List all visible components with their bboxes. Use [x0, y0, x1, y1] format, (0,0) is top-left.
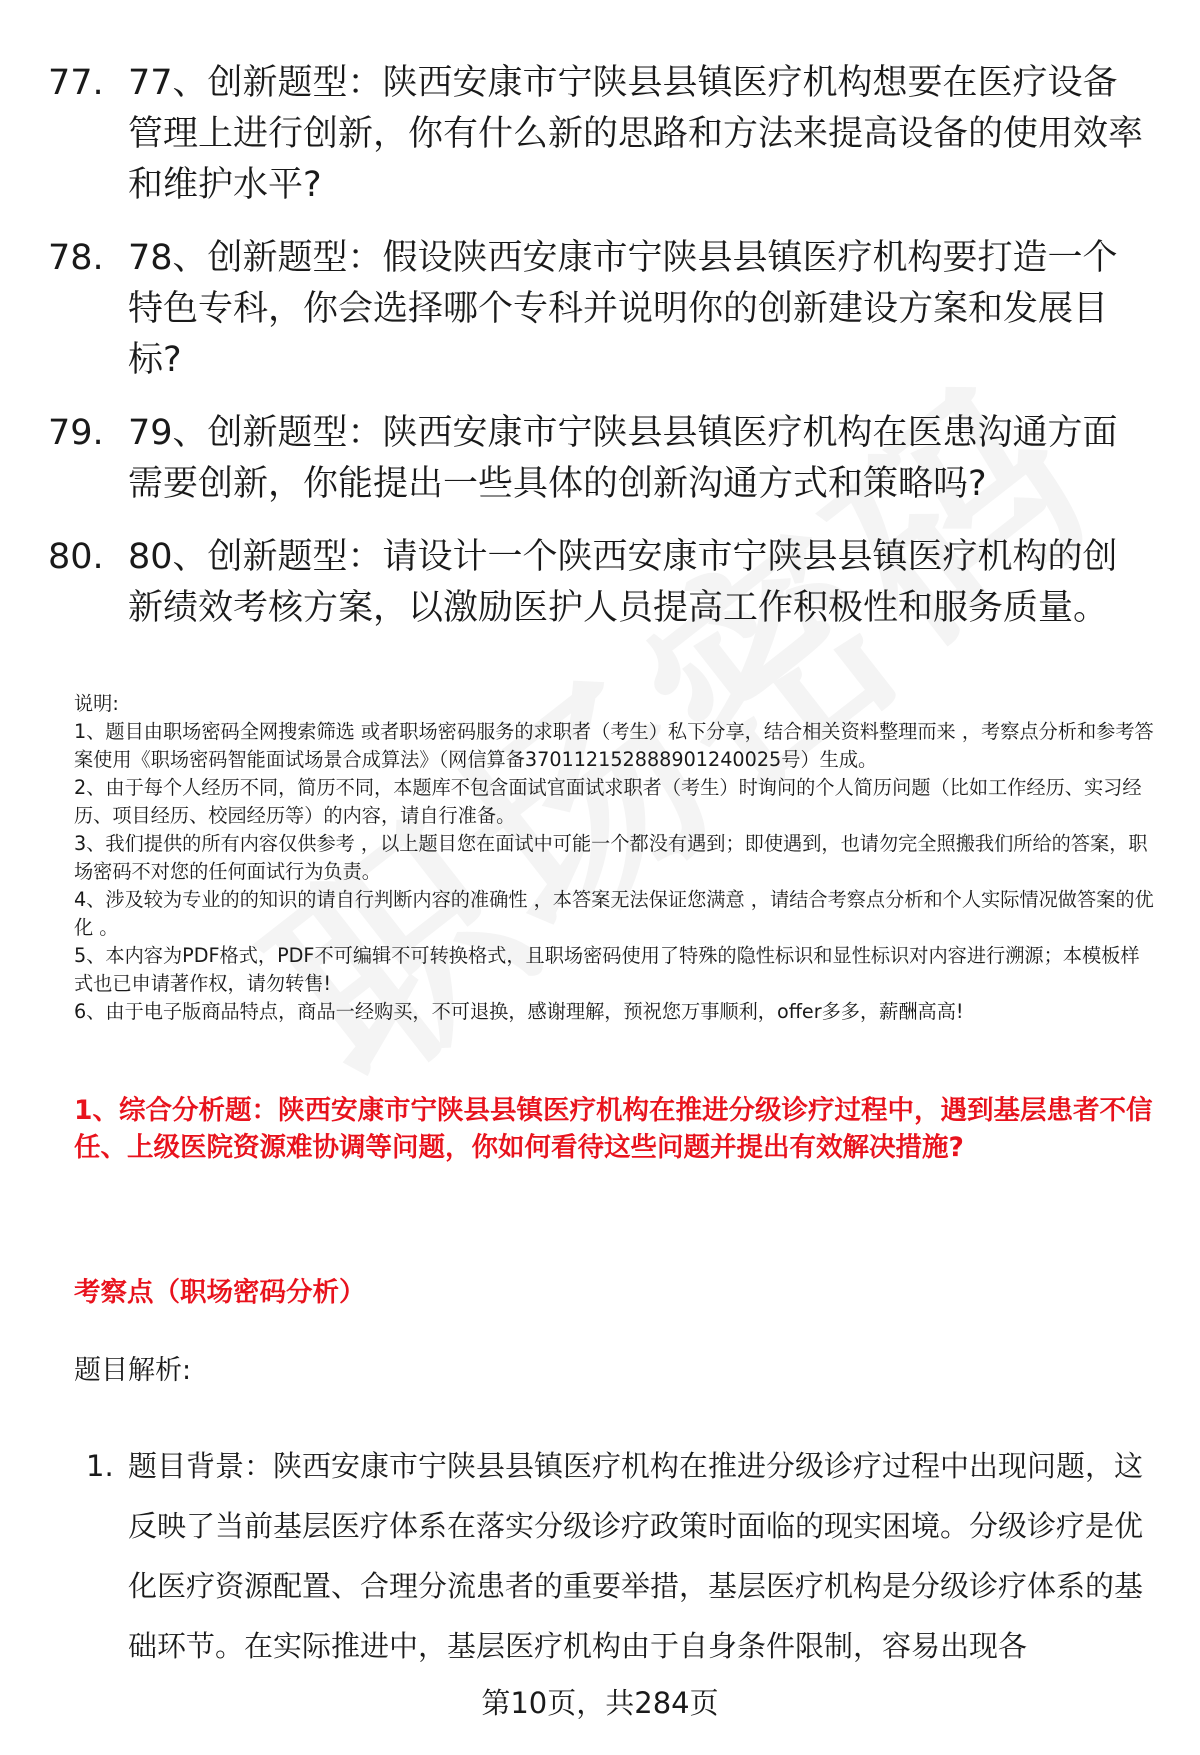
question-item: [48, 233, 1158, 386]
note-item: 5、本内容为PDF格式，PDF不可编辑不可转换格式，且职场密码使用了特殊的隐性标识和显性标识对内容进行溯源；本模板样式也已申请著作权，请勿转售!: [74, 944, 1140, 995]
section-subtitle: 考察点（职场密码分析）: [74, 1277, 366, 1308]
analysis-number: 1.: [86, 1449, 114, 1483]
question-item: [48, 58, 1158, 211]
page-footer: 第10页，共284页: [481, 1686, 719, 1720]
question-item: [48, 532, 1158, 634]
question-number: 77.: [48, 63, 104, 103]
question-number: 78.: [48, 238, 104, 278]
section-title: 1、综合分析题：陕西安康市宁陕县县镇医疗机构在推进分级诊疗过程中，遇到基层患者不信任、上级医院资源难协调等问题，你如何看待这些问题并提出有效解决措施?: [74, 1095, 1153, 1163]
note-item: 2、由于每个人经历不同，简历不同，本题库不包含面试官面试求职者（考生）时询问的个人简历问题（比如工作经历、实习经历、项目经历、校园经历等）的内容，请自行准备。: [74, 776, 1142, 827]
note-item: 3、我们提供的所有内容仅供参考 ，以上题目您在面试中可能一个都没有遇到；即使遇到，也请勿完全照搬我们所给的答案，职场密码不对您的任何面试行为负责。: [74, 832, 1148, 883]
question-number: 79.: [48, 413, 104, 453]
notes-heading: 说明:: [74, 692, 119, 715]
question-item: [48, 408, 1158, 510]
note-item: 1、题目由职场密码全网搜索筛选 或者职场密码服务的求职者（考生）私下分享，结合相关资料整理而来 ，考察点分析和参考答案使用《职场密码智能面试场景合成算法》（网信算备370112152888901240025号）生成。: [74, 720, 1154, 771]
analysis-label: 题目解析:: [74, 1355, 192, 1386]
question-text: 79、创新题型：陕西安康市宁陕县县镇医疗机构在医患沟通方面需要创新，你能提出一些具体的创新沟通方式和策略吗?: [128, 413, 1118, 504]
analysis-text: 题目背景：陕西安康市宁陕县县镇医疗机构在推进分级诊疗过程中出现问题，这反映了当前基层医疗体系在落实分级诊疗政策时面临的现实困境。分级诊疗是优化医疗资源配置、合理分流患者的重要举措，基层医疗机构是分级诊疗体系的基础环节。在实际推进中，基层医疗机构由于自身条件限制，容易出现各: [128, 1449, 1144, 1663]
question-text: 78、创新题型：假设陕西安康市宁陕县县镇医疗机构要打造一个特色专科，你会选择哪个专科并说明你的创新建设方案和发展目标?: [128, 238, 1118, 380]
notes-block: [74, 690, 1158, 1026]
question-number: 80.: [48, 537, 104, 577]
question-text: 80、创新题型：请设计一个陕西安康市宁陕县县镇医疗机构的创新绩效考核方案，以激励医护人员提高工作积极性和服务质量。: [128, 537, 1118, 628]
note-item: 6、由于电子版商品特点，商品一经购买，不可退换，感谢理解，预祝您万事顺利，offer多多，薪酬高高!: [74, 1000, 964, 1023]
question-text: 77、创新题型：陕西安康市宁陕县县镇医疗机构想要在医疗设备管理上进行创新，你有什么新的思路和方法来提高设备的使用效率和维护水平?: [128, 63, 1144, 205]
question-list: [48, 58, 1158, 656]
analysis-item: [86, 1436, 1156, 1676]
note-item: 4、涉及较为专业的的知识的请自行判断内容的准确性 ，本答案无法保证您满意 ，请结合考察点分析和个人实际情况做答案的优化 。: [74, 888, 1154, 939]
